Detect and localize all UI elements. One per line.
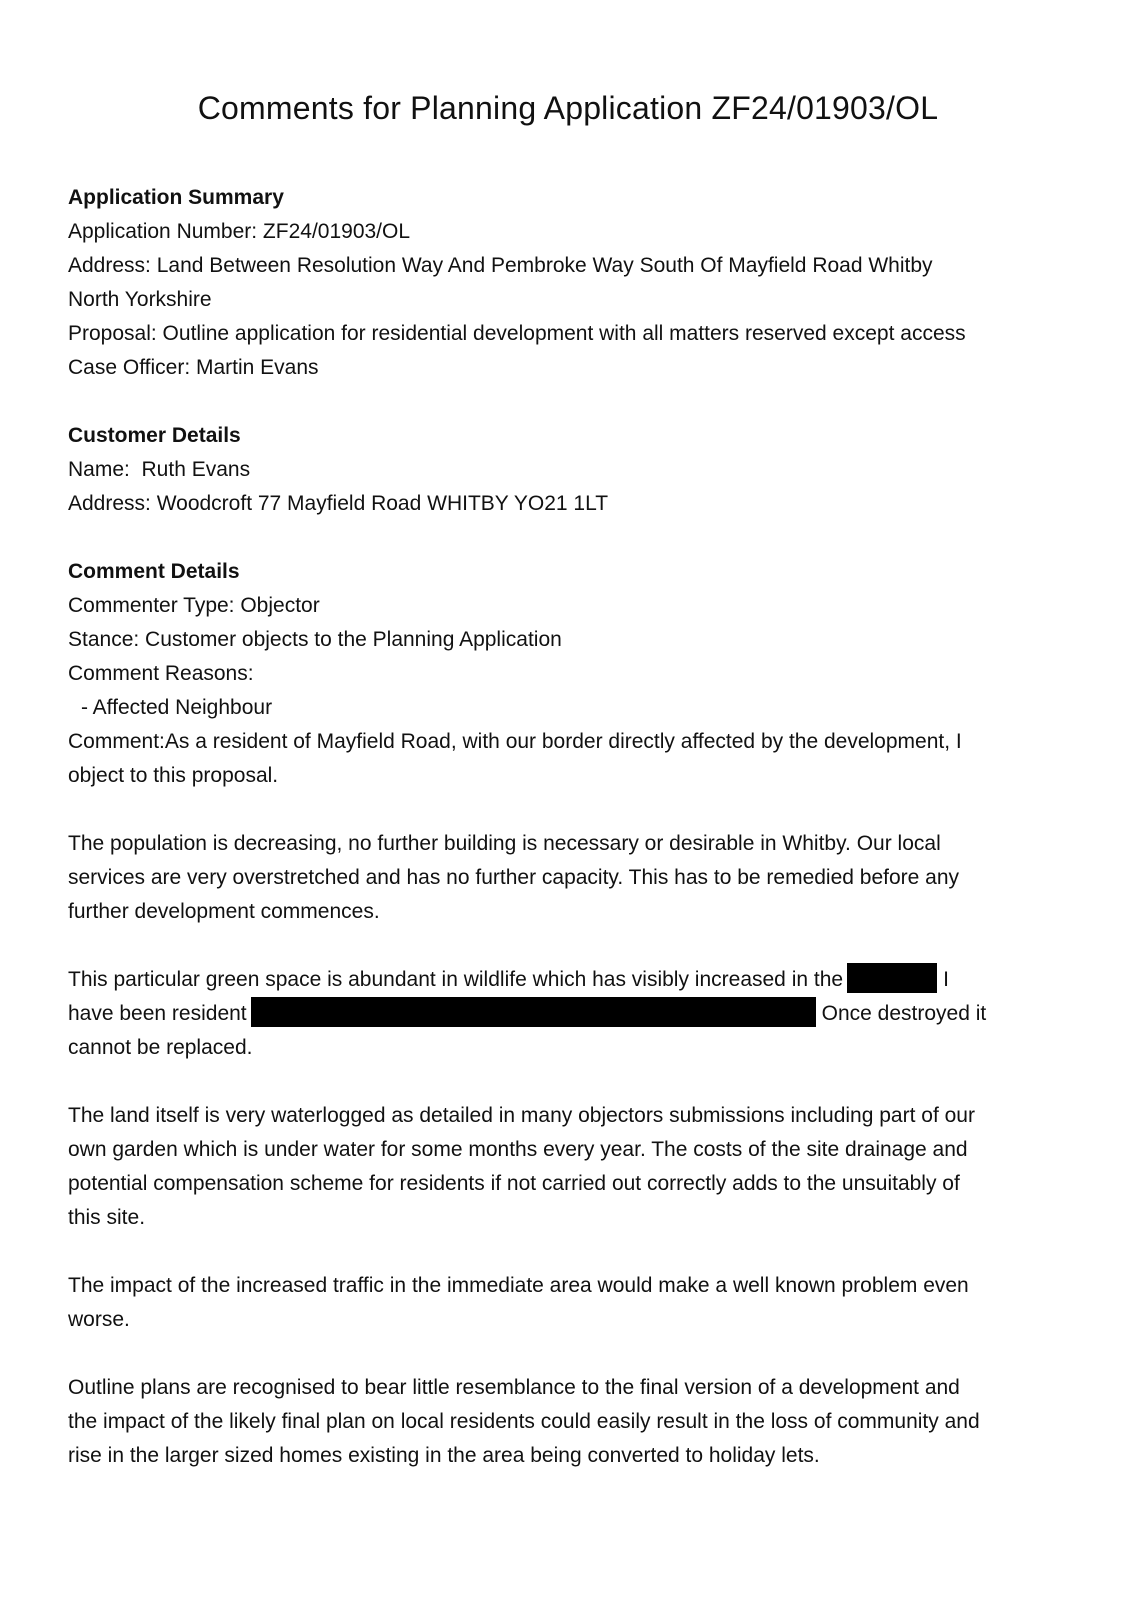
- application-proposal: Proposal: Outline application for residential development with all matters reserved except access: [68, 322, 966, 345]
- paragraph-text: This particular green space is abundant in wildlife which has visibly increased in the: [68, 968, 844, 991]
- paragraph-line: potential compensation scheme for residents if not carried out correctly adds to the unsuitably of: [68, 1172, 960, 1195]
- customer-details-heading: Customer Details: [68, 424, 241, 447]
- comment-reason-item: - Affected Neighbour: [81, 696, 273, 719]
- paragraph-line: The impact of the increased traffic in the immediate area would make a well known problem even: [68, 1274, 969, 1297]
- paragraph-spacer: [68, 793, 1058, 827]
- paragraph-line: [68, 997, 1058, 1031]
- paragraph-line: The land itself is very waterlogged as detailed in many objectors submissions including part of our: [68, 1104, 975, 1127]
- customer-name: Name: Ruth Evans: [68, 458, 251, 481]
- paragraph-line: own garden which is under water for some months every year. The costs of the site drainage and: [68, 1138, 968, 1161]
- comment-paragraph-population: [68, 827, 1058, 929]
- paragraph-line: further development commences.: [68, 900, 380, 923]
- paragraph-line: services are very overstretched and has no further capacity. This has to be remedied before any: [68, 866, 960, 889]
- application-address-line1: Address: Land Between Resolution Way And Pembroke Way South Of Mayfield Road Whitby: [68, 254, 933, 277]
- comment-paragraph-outline-plans: [68, 1371, 1058, 1473]
- document-body: [68, 181, 1058, 1473]
- comment-details-section: [68, 555, 1058, 1473]
- comment-paragraph-traffic: [68, 1269, 1058, 1337]
- section-spacer: [68, 385, 1058, 419]
- application-address-line2: North Yorkshire: [68, 288, 212, 311]
- stance: Stance: Customer objects to the Planning Application: [68, 628, 562, 651]
- paragraph-spacer: [68, 1235, 1058, 1269]
- redaction-block: [847, 963, 937, 993]
- redaction-block: [251, 997, 816, 1027]
- paragraph-spacer: [68, 929, 1058, 963]
- paragraph-line: Outline plans are recognised to bear little resemblance to the final version of a development and: [68, 1376, 960, 1399]
- application-summary-heading: Application Summary: [68, 186, 284, 209]
- commenter-type: Commenter Type: Objector: [68, 594, 320, 617]
- application-summary-section: [68, 181, 1058, 385]
- paragraph-line: cannot be replaced.: [68, 1036, 253, 1059]
- comment-paragraph-wildlife: [68, 963, 1058, 1065]
- paragraph-spacer: [68, 1337, 1058, 1371]
- paragraph-line: this site.: [68, 1206, 146, 1229]
- paragraph-line: rise in the larger sized homes existing in the area being converted to holiday lets.: [68, 1444, 820, 1467]
- section-spacer: [68, 521, 1058, 555]
- comment-line: object to this proposal.: [68, 764, 279, 787]
- paragraph-line: worse.: [68, 1308, 130, 1331]
- paragraph-text: I: [943, 968, 949, 991]
- paragraph-text: have been resident: [68, 1002, 247, 1025]
- comment-reasons-label: Comment Reasons:: [68, 662, 254, 685]
- paragraph-spacer: [68, 1065, 1058, 1099]
- case-officer: Case Officer: Martin Evans: [68, 356, 319, 379]
- paragraph-line: [68, 963, 1058, 997]
- comment-details-heading: Comment Details: [68, 560, 240, 583]
- comment-paragraph-waterlogged: [68, 1099, 1058, 1235]
- comment-line: Comment:As a resident of Mayfield Road, with our border directly affected by the development, I: [68, 730, 962, 753]
- customer-address: Address: Woodcroft 77 Mayfield Road WHITBY YO21 1LT: [68, 492, 609, 515]
- paragraph-line: the impact of the likely final plan on local residents could easily result in the loss of community and: [68, 1410, 980, 1433]
- page-title: Comments for Planning Application ZF24/01903/OL: [197, 90, 939, 126]
- customer-details-section: [68, 419, 1058, 521]
- paragraph-line: The population is decreasing, no further building is necessary or desirable in Whitby. Our local: [68, 832, 941, 855]
- paragraph-text: Once destroyed it: [821, 1002, 987, 1025]
- application-number: Application Number: ZF24/01903/OL: [68, 220, 411, 243]
